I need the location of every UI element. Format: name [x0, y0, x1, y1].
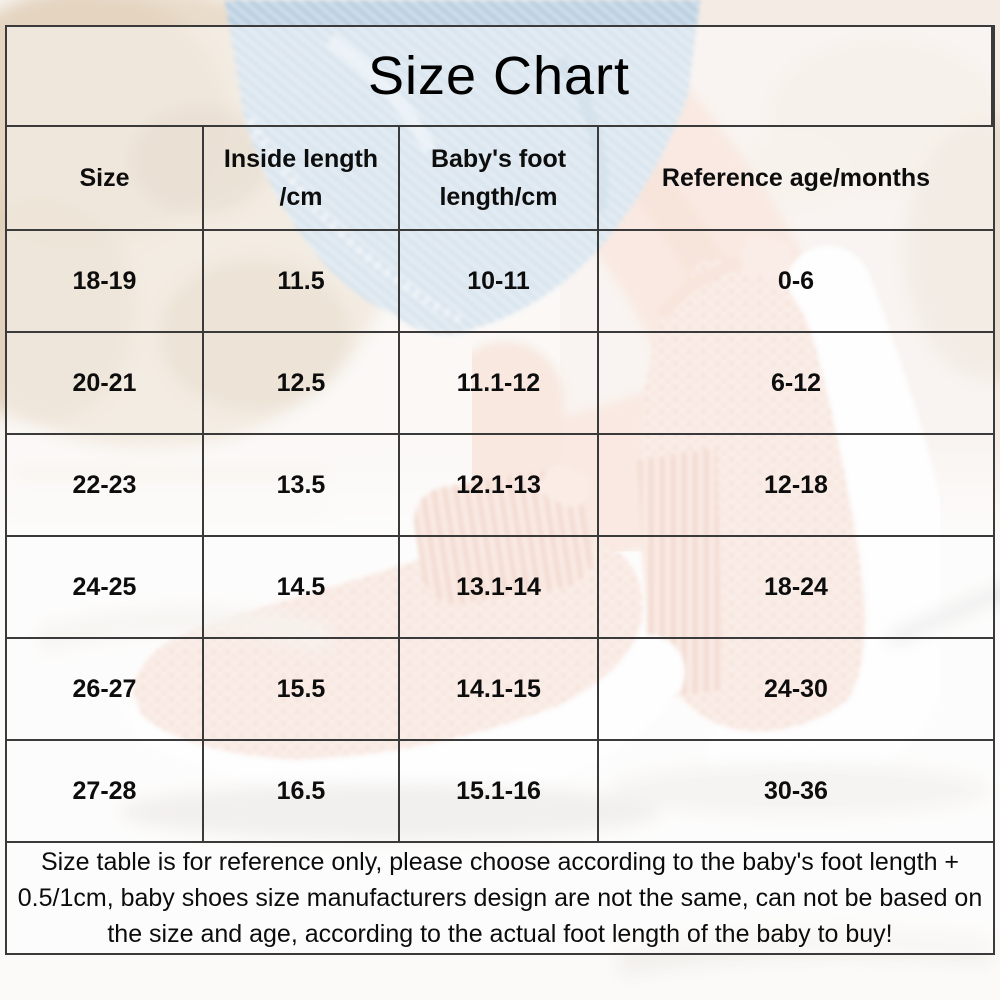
column-header-foot-length: [400, 127, 599, 231]
table-cell: 12.5: [204, 333, 400, 435]
table-cell: 11.5: [204, 231, 400, 333]
table-cell: 14.5: [204, 537, 400, 639]
page-title-text: Size Chart: [367, 46, 631, 106]
table-cell: 27-28: [7, 741, 204, 843]
table-cell: 20-21: [7, 333, 204, 435]
table-cell: 13.5: [204, 435, 400, 537]
header-line: /cm: [279, 183, 323, 211]
table-cell: 15.1-16: [400, 741, 599, 843]
size-note-line: Size table is for reference only, please choose according to the baby's foot length +: [40, 848, 960, 876]
header-line: Reference age/months: [661, 164, 931, 192]
header-line: Baby's foot: [430, 145, 567, 173]
table-cell: 24-25: [7, 537, 204, 639]
table-cell: 10-11: [400, 231, 599, 333]
table-cell: 14.1-15: [400, 639, 599, 741]
column-header-size: [7, 127, 204, 231]
table-cell: 12-18: [599, 435, 993, 537]
page-title: [7, 27, 993, 127]
table-cell: 13.1-14: [400, 537, 599, 639]
header-line: Size: [79, 164, 130, 192]
table-cell: 22-23: [7, 435, 204, 537]
table-cell: 12.1-13: [400, 435, 599, 537]
table-cell: 0-6: [599, 231, 993, 333]
table-cell: 6-12: [599, 333, 993, 435]
table-cell: 18-19: [7, 231, 204, 333]
table-cell: 16.5: [204, 741, 400, 843]
size-note-line: the size and age, according to the actual foot length of the baby to buy!: [107, 920, 893, 948]
table-cell: 11.1-12: [400, 333, 599, 435]
header-line: length/cm: [439, 183, 558, 211]
size-chart-table: [5, 25, 995, 955]
size-note: [7, 843, 993, 953]
table-cell: 18-24: [599, 537, 993, 639]
header-line: Inside length: [223, 145, 379, 173]
table-cell: 15.5: [204, 639, 400, 741]
column-header-reference-age: [599, 127, 993, 231]
size-note-line: 0.5/1cm, baby shoes size manufacturers design are not the same, can not be based on: [17, 884, 983, 912]
table-cell: 30-36: [599, 741, 993, 843]
table-cell: 26-27: [7, 639, 204, 741]
table-cell: 24-30: [599, 639, 993, 741]
column-header-inside-length: [204, 127, 400, 231]
